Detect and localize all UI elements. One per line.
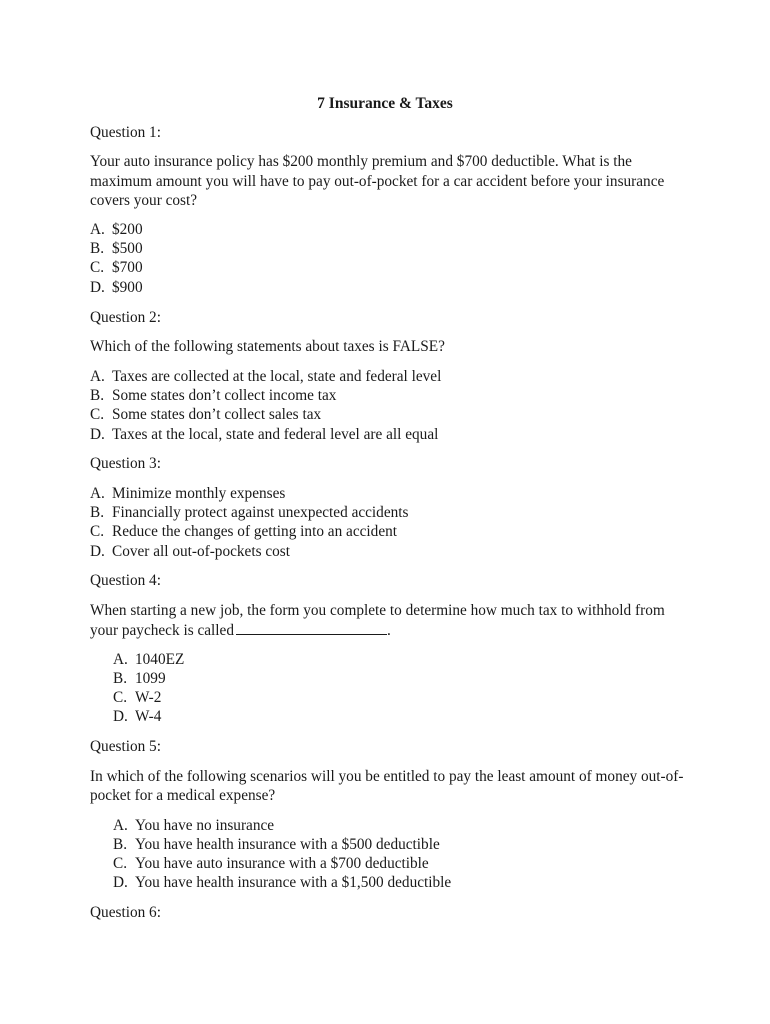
option-letter: C. [90, 259, 105, 276]
option-letter: A. [90, 368, 105, 385]
question-3-option-a[interactable] [90, 484, 285, 504]
option-text: 1099 [135, 670, 166, 687]
option-text: $200 [112, 221, 143, 238]
option-text: Minimize monthly expenses [112, 485, 286, 502]
option-letter: C. [90, 523, 105, 540]
question-1-option-b[interactable] [90, 239, 143, 259]
option-text: $500 [112, 240, 143, 257]
question-5-option-d[interactable] [113, 873, 451, 893]
question-1-label: Question 1: [90, 124, 161, 141]
question-3-option-c[interactable] [90, 522, 397, 542]
question-1-prompt-line-2: maximum amount you will have to pay out-of-pocket for a car accident before your insurance [90, 173, 665, 190]
question-4-option-a[interactable] [113, 650, 184, 670]
question-4-prompt-line-2 [90, 620, 391, 641]
question-1-option-d[interactable] [90, 278, 143, 298]
question-4-option-b[interactable] [113, 669, 166, 689]
option-letter: D. [113, 708, 128, 725]
question-2-option-d[interactable] [90, 425, 438, 445]
option-letter: B. [113, 670, 128, 687]
option-letter: C. [113, 855, 128, 872]
question-5-prompt-line-2: pocket for a medical expense? [90, 787, 276, 804]
question-4-option-d[interactable] [113, 707, 161, 727]
option-letter: A. [113, 817, 128, 834]
question-6-label: Question 6: [90, 904, 161, 921]
option-text: You have health insurance with a $1,500 deductible [135, 874, 452, 891]
question-2-option-a[interactable] [90, 367, 441, 387]
option-text: You have no insurance [135, 817, 275, 834]
option-text: W-4 [135, 708, 162, 725]
option-text: $700 [112, 259, 143, 276]
question-1-prompt-line-1: Your auto insurance policy has $200 monthly premium and $700 deductible. What is the [90, 153, 632, 170]
option-letter: A. [90, 485, 105, 502]
question-4-option-c[interactable] [113, 688, 161, 708]
option-text: You have health insurance with a $500 deductible [135, 836, 440, 853]
question-1-prompt-line-3: covers your cost? [90, 192, 198, 209]
question-5-option-b[interactable] [113, 835, 440, 855]
option-text: Taxes are collected at the local, state and federal level [112, 368, 442, 385]
question-2-label: Question 2: [90, 309, 161, 326]
option-letter: D. [90, 426, 105, 443]
option-letter: C. [113, 689, 128, 706]
question-4-prompt-line-1: When starting a new job, the form you complete to determine how much tax to withhold from [90, 602, 665, 619]
question-2-option-b[interactable] [90, 386, 336, 406]
option-text: Some states don’t collect income tax [112, 387, 337, 404]
option-letter: B. [90, 504, 105, 521]
question-3-option-b[interactable] [90, 503, 408, 523]
question-5-option-c[interactable] [113, 854, 429, 874]
question-4-prompt-text: your paycheck is called [90, 622, 234, 639]
option-text: Some states don’t collect sales tax [112, 406, 322, 423]
option-letter: D. [113, 874, 128, 891]
answer-blank[interactable] [236, 620, 387, 635]
page-title: 7 Insurance & Taxes [317, 95, 453, 112]
question-3-label: Question 3: [90, 455, 161, 472]
option-text: Reduce the changes of getting into an accident [112, 523, 398, 540]
option-letter: A. [90, 221, 105, 238]
question-1-option-a[interactable] [90, 220, 143, 240]
question-2-prompt-line-1: Which of the following statements about taxes is FALSE? [90, 338, 445, 355]
option-text: You have auto insurance with a $700 deductible [135, 855, 429, 872]
option-letter: C. [90, 406, 105, 423]
question-5-option-a[interactable] [113, 816, 274, 836]
question-4-prompt-end: . [386, 622, 391, 639]
question-3-option-d[interactable] [90, 542, 290, 562]
question-5-label: Question 5: [90, 738, 161, 755]
option-text: Cover all out-of-pockets cost [112, 543, 290, 560]
question-2-option-c[interactable] [90, 405, 321, 425]
option-letter: D. [90, 279, 105, 296]
option-text: 1040EZ [135, 651, 185, 668]
option-letter: B. [90, 387, 105, 404]
question-4-label: Question 4: [90, 572, 161, 589]
option-text: W-2 [135, 689, 162, 706]
option-text: $900 [112, 279, 143, 296]
option-letter: B. [90, 240, 105, 257]
option-text: Taxes at the local, state and federal level are all equal [112, 426, 439, 443]
question-5-prompt-line-1: In which of the following scenarios will you be entitled to pay the least amount of money out-of- [90, 768, 684, 785]
option-letter: D. [90, 543, 105, 560]
option-letter: A. [113, 651, 128, 668]
question-1-option-c[interactable] [90, 258, 143, 278]
option-letter: B. [113, 836, 128, 853]
option-text: Financially protect against unexpected accidents [112, 504, 409, 521]
